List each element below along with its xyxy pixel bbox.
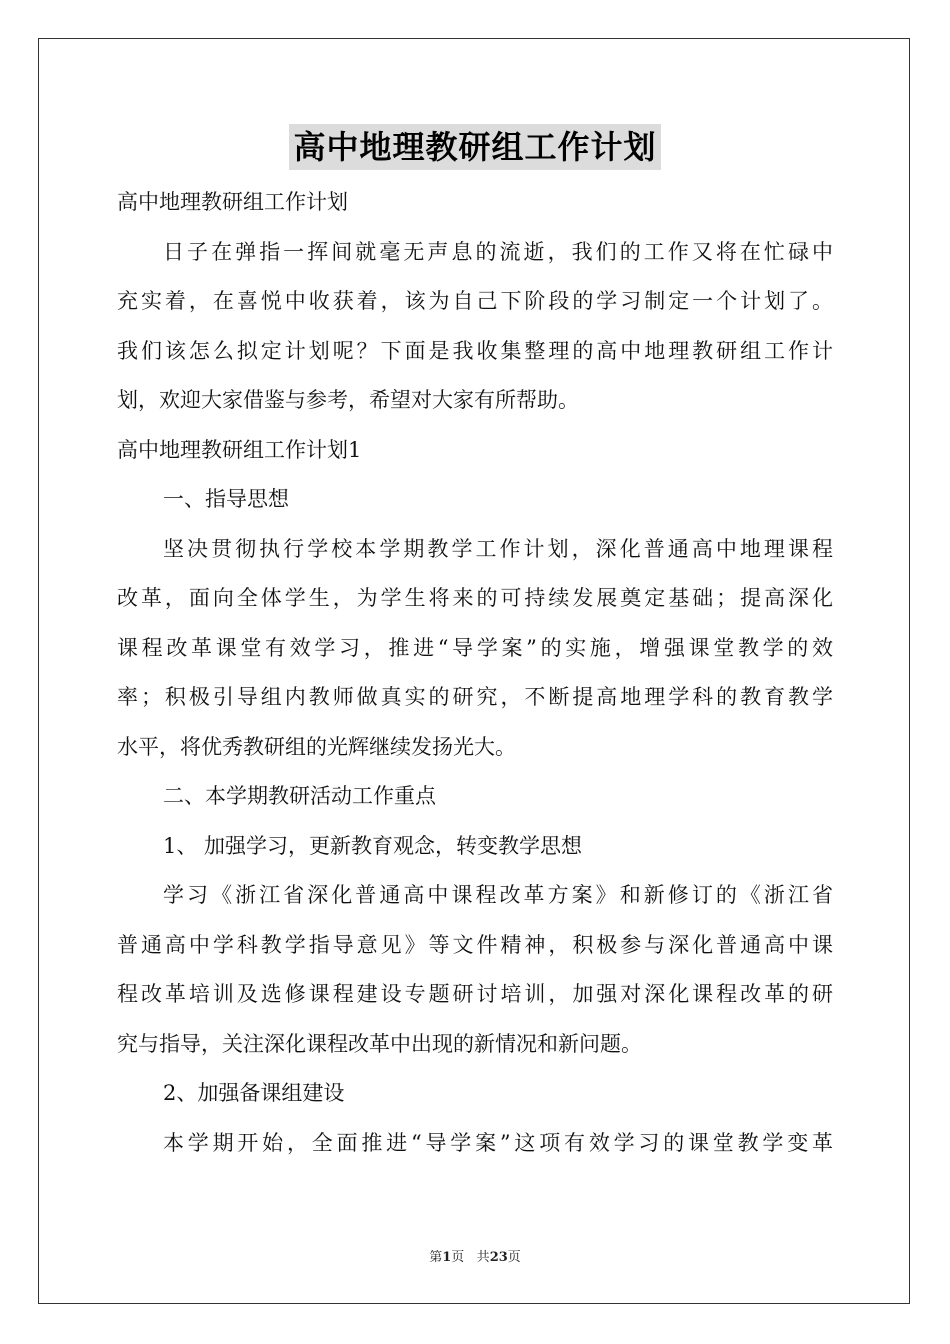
text-line: 改革，面向全体学生，为学生将来的可持续发展奠定基础；提高深化 [117, 586, 833, 610]
text-line: 率；积极引导组内教师做真实的研究，不断提高地理学科的教育教学 [117, 685, 833, 709]
footer-total-pages: 23 [489, 1250, 508, 1265]
document-body [117, 178, 833, 1168]
footer-total-prefix: 共 [476, 1250, 490, 1265]
footer-page-number: 1 [442, 1250, 452, 1265]
page-footer [0, 1246, 950, 1265]
title-container [0, 124, 950, 170]
text-line: 普通高中学科教学指导意见》等文件精神，积极参与深化普通高中课 [117, 932, 833, 957]
document-title: 高中地理教研组工作计划 [289, 124, 660, 170]
footer-page-prefix: 第 [429, 1250, 443, 1265]
text-line: 坚决贯彻执行学校本学期教学工作计划，深化普通高中地理课程 [163, 536, 833, 561]
text-line: 程改革培训及选修课程建设专题研讨培训，加强对深化课程改革的研 [117, 982, 833, 1006]
text-line: 充实着，在喜悦中收获着，该为自己下阶段的学习制定一个计划了。 [117, 289, 833, 313]
text-line: 2、加强备课组建设 [163, 1081, 345, 1105]
footer-total-suffix: 页 [507, 1250, 521, 1265]
text-line: 划，欢迎大家借鉴与参考，希望对大家有所帮助。 [117, 388, 579, 412]
text-line: 二、本学期教研活动工作重点 [163, 784, 436, 808]
text-line: 究与指导，关注深化课程改革中出现的新情况和新问题。 [117, 1031, 642, 1056]
text-line: 高中地理教研组工作计划1 [117, 437, 362, 462]
text-line: 学习《浙江省深化普通高中课程改革方案》和新修订的《浙江省 [163, 883, 833, 907]
footer-page-suffix: 页 [451, 1250, 465, 1265]
text-line: 日子在弹指一挥间就毫无声息的流逝，我们的工作又将在忙碌中 [163, 239, 833, 264]
text-line: 我们该怎么拟定计划呢？下面是我收集整理的高中地理教研组工作计 [117, 338, 833, 363]
text-line: 高中地理教研组工作计划 [117, 190, 348, 214]
text-line: 一、指导思想 [163, 487, 289, 511]
text-line: 水平，将优秀教研组的光辉继续发扬光大。 [117, 734, 516, 759]
text-line: 本学期开始，全面推进“导学案”这项有效学习的课堂教学变革 [163, 1130, 833, 1155]
text-line: 1、 加强学习，更新教育观念，转变教学思想 [163, 833, 583, 858]
text-line: 课程改革课堂有效学习，推进“导学案”的实施，增强课堂教学的效 [117, 635, 833, 660]
